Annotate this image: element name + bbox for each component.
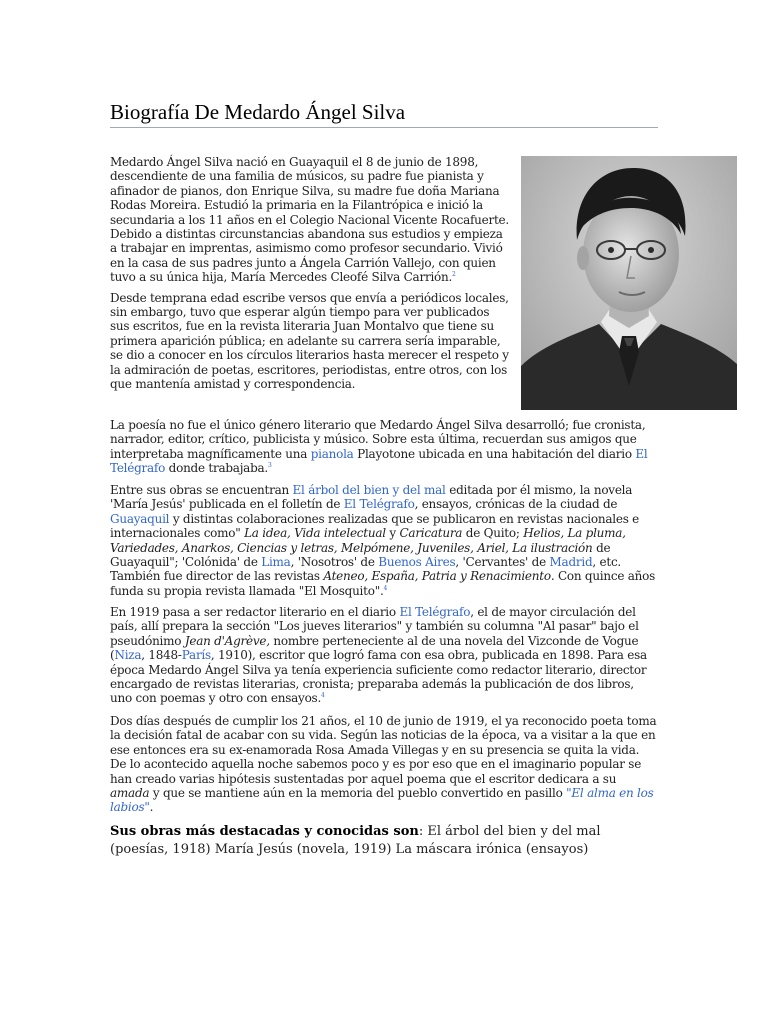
link-madrid[interactable]: Madrid bbox=[549, 555, 593, 570]
link-pianola[interactable]: pianola bbox=[310, 446, 354, 461]
p4-italic: Caricatura bbox=[399, 526, 463, 541]
p4-text: y distintas colaboraciones realizadas que se publicaron en revistas nacionales e internacionales como bbox=[110, 511, 640, 541]
portrait-photo bbox=[521, 156, 737, 410]
p6-text: y que se mantiene aún en la memoria del pueblo convertido en pasillo bbox=[149, 786, 567, 801]
p5-italic: Jean d'Agrève, bbox=[184, 633, 270, 648]
p5-text: , 1848- bbox=[141, 648, 182, 663]
p4-text: editada por él mismo, la novela 'María Jesús' publicada en el folletín de bbox=[110, 483, 633, 512]
p4-text: de Quito; bbox=[462, 526, 524, 541]
p4-text: y bbox=[385, 526, 400, 541]
p7-text: : El árbol del bien y del mal (poesías, 1918) María Jesús (novela, 1919) La máscara irónica (ensayos) bbox=[110, 824, 601, 857]
link-el-arbol-del-bien[interactable]: El árbol del bien y del mal bbox=[292, 483, 446, 497]
p3-text: donde trabajaba. bbox=[165, 461, 268, 476]
link-el-telegrafo[interactable]: El Telégrafo bbox=[343, 497, 415, 512]
p5-text: , 1910), escritor que logró fama con esa obra, publicada en 1898. Para esa época Medardo Ángel Silva ya tenía experiencia suficiente como redactor literario, director encargado de revistas literarias, cronista; preparaba además la publicación de dos libros, uno con poemas y otro con ensayos. bbox=[110, 648, 647, 706]
p4-text: de Guayaquil"; 'Colónida' de bbox=[110, 540, 611, 570]
link-lima[interactable]: Lima bbox=[261, 555, 291, 570]
paragraph-2 bbox=[110, 291, 510, 392]
p4-text: , etc. También fue director de las revistas bbox=[110, 555, 621, 584]
p6-italic: amada bbox=[110, 786, 150, 801]
p5-text: nombre perteneciente al de una novela del Vizconde de Vogue ( bbox=[110, 633, 639, 663]
link-buenos-aires[interactable]: Buenos Aires bbox=[378, 555, 456, 570]
link-el-alma-en-los-labios[interactable]: "El alma en los labios" bbox=[110, 786, 654, 815]
link-el-telegrafo[interactable]: El Telégrafo bbox=[399, 605, 471, 619]
page-title: Biografía De Medardo Ángel Silva bbox=[110, 98, 658, 128]
p5-text: En 1919 pasa a ser redactor literario en el diario bbox=[110, 605, 400, 619]
p6-text: . bbox=[149, 800, 154, 815]
link-paris[interactable]: París bbox=[181, 648, 211, 663]
p1-text: Medardo Ángel Silva nació en Guayaquil el 8 de junio de 1898, descendiente de una familia de músicos, su padre fue pianista y afinador de pianos, don Enrique Silva, su madre fue doña Mariana Rodas Moreira. Estudió la primaria en la Filantrópica e inició la secundaria a los 11 años en el Colegio Nacional Vicente Rocafuerte. Debido a distintas circunstancias abandona sus estudios y empieza a trabajar en imprentas, asimismo como profesor secundario. Vivió en la casa de sus padres junto a Ángela Carrión Vallejo, con quien tuvo a su única hija, María Mercedes Cleofé Silva Carrión. bbox=[110, 155, 509, 285]
link-niza[interactable]: Niza bbox=[114, 648, 142, 663]
p6-text: Dos días después de cumplir los 21 años, el 10 de junio de 1919, el ya reconocido poeta toma la decisión fatal de acabar con su vida. Según las noticias de la época, va a visitar a la que en ese entonces era su ex-enamorada Rosa Amada Villegas y en su presencia se quita la vida. De lo acontecido aquella noche sabemos poco y es por eso que en el imaginario popular se han creado varias hipótesis sustentadas por aquel poema que el escritor dedicara a su bbox=[110, 714, 657, 786]
p4-text: , 'Cervantes' de bbox=[455, 555, 550, 570]
p4-text: , ensayos, crónicas de la ciudad de bbox=[414, 497, 618, 512]
paragraph-5 bbox=[110, 605, 658, 706]
works-heading: Sus obras más destacadas y conocidas son bbox=[110, 824, 419, 839]
p4-text: Entre sus obras se encuentran bbox=[110, 483, 293, 497]
p4-text: . Con quince años funda su propia revista llamada "El Mosquito". bbox=[110, 569, 656, 598]
p4-text: , 'Nosotros' de bbox=[290, 555, 379, 570]
link-guayaquil[interactable]: Guayaquil bbox=[110, 511, 170, 526]
p4-italic: Helios, La pluma, Variedades, Anarkos, Ciencias y letras, Melpómene, Juveniles, Ariel, La ilustración bbox=[110, 526, 626, 555]
paragraph-7 bbox=[110, 823, 658, 859]
reference-link[interactable]: 3 bbox=[267, 462, 272, 470]
p4-italic: " La idea, Vida intelectual bbox=[235, 526, 386, 541]
paragraph-1 bbox=[110, 155, 510, 285]
p4-italic: Ateneo, España, Patria y Renacimiento bbox=[323, 569, 551, 584]
intro-column bbox=[110, 155, 510, 392]
paragraph-6 bbox=[110, 714, 658, 815]
link-el-telegrafo[interactable]: El Telégrafo bbox=[110, 446, 648, 476]
reference-link[interactable]: 4 bbox=[321, 692, 325, 700]
reference-link[interactable]: 4 bbox=[383, 584, 388, 592]
p2-text: Desde temprana edad escribe versos que envía a periódicos locales, sin embargo, tuvo que esperar algún tiempo para ver publicados sus escritos, fue en la revista literaria Juan Montalvo que tiene su primera aparición pública; en adelante su carrera sería imparable, se dio a conocer en los círculos literarios hasta merecer el respeto y la admiración de poetas, escritores, periodistas, entre otros, con los que mantenía amistad y correspondencia. bbox=[110, 290, 509, 392]
p3-text: Playotone ubicada en una habitación del diario bbox=[353, 446, 636, 461]
reference-link[interactable]: 2 bbox=[452, 271, 456, 279]
p3-text: La poesía no fue el único género literario que Medardo Ángel Silva desarrolló; fue cronista, narrador, editor, crítico, publicista y músico. Sobre esta última, recuerdan sus amigos que interpretaba magníficamente una bbox=[110, 418, 646, 461]
paragraph-3 bbox=[110, 418, 658, 476]
p5-text: , el de mayor circulación del país, allí prepara la sección "Los jueves literarios" y también su columna "Al pasar" bajo el pseudónimo bbox=[110, 605, 639, 648]
paragraph-4 bbox=[110, 483, 658, 598]
